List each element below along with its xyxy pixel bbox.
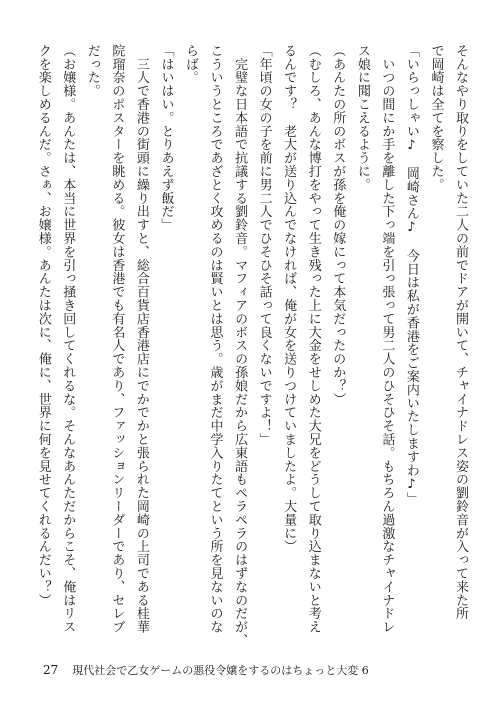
text-line: 三人で香港の街頭に繰り出すと、総合百貨店香港店にでかでかと張られた岡崎の上司である桂華	[133, 44, 149, 634]
page-footer	[43, 662, 369, 678]
text-line: こういうところであざとく攻めるのは賢いとは思う。歳がまだ中学入りたてという所を見ないのな	[207, 44, 223, 634]
running-title: 現代社会で乙女ゲームの悪役令嬢をするのはちょっと大変 6	[72, 664, 369, 677]
text-line: （あんたの所のボスが孫を俺の嫁にって本気だったのか？）	[330, 44, 346, 406]
text-line: だった。	[84, 44, 100, 98]
text-line: らば。	[182, 44, 198, 85]
text-line: そんなやり取りをしていた二人の前でドアが開いて、チャイナドレス姿の劉鈴音が入って来た所	[453, 44, 468, 621]
text-line: 完璧な日本語で抗議する劉鈴音。マフィアのボスの孫娘だから広東語もペラペラのはずなのだが、	[232, 44, 248, 647]
text-line: 「はいはい。とりあえず飯だ」	[158, 44, 174, 232]
text-line: で岡崎は全てを察した。	[428, 44, 444, 192]
text-line: いつの間にか手を離した下っ端を引っ張って男二人のひそひそ話。もちろん過激なチャイナドレ	[379, 44, 395, 634]
page-number: 27	[43, 663, 59, 677]
text-line: るんです？ 老大が送り込んでなければ、俺が女を送りつけていましたよ。大量に）	[281, 44, 297, 554]
text-line: （むしろ、あんな博打をやって生き残った上に大金をせしめた大兄をどうして取り込まないと考え	[305, 44, 321, 634]
text-line: ス娘に聞こえるように。	[354, 44, 370, 192]
text-line: 「いらっしゃい♪ 岡崎さん♪ 今日は私が香港をご案内いたしますわ♪」	[403, 44, 419, 506]
text-line: クを楽しめるんだ。さぁ、お嬢様。あんたは次に、俺に、世界に何を見せてくれるんだい？）	[35, 44, 51, 607]
body-text	[30, 44, 472, 647]
text-line: 院瑠奈のポスターを眺める。彼女は香港でも有名人であり、ファッションリーダーであり、セレブ	[109, 44, 125, 634]
text-line: 「年頃の女の子を前に男二人でひそひそ話って良くないですよ！」	[256, 44, 272, 446]
text-line: （お嬢様。あんたは、本当に世界を引っ掻き回してくれるな。そんなあんただからこそ、俺はリス	[60, 44, 76, 634]
